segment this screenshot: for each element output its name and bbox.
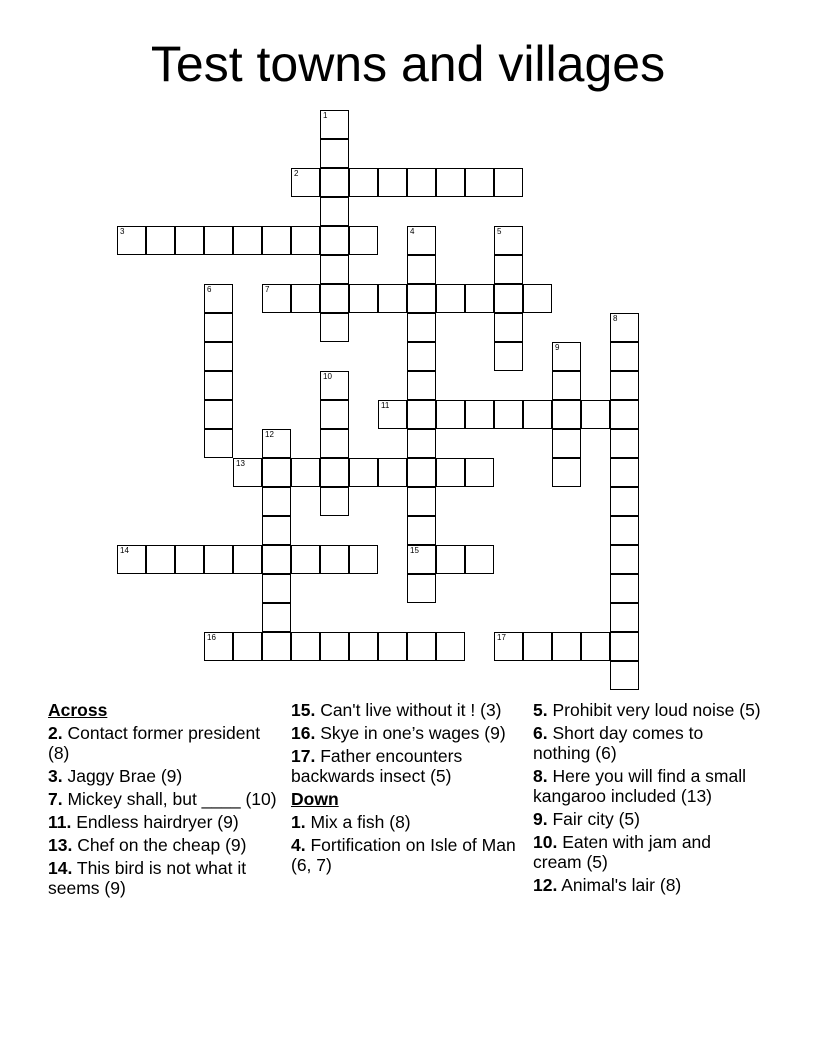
grid-cell[interactable] xyxy=(233,632,262,661)
grid-cell[interactable] xyxy=(320,458,349,487)
clue-number: 1. xyxy=(291,812,306,832)
grid-cell[interactable] xyxy=(320,197,349,226)
grid-cell[interactable] xyxy=(378,284,407,313)
grid-cell[interactable] xyxy=(552,342,581,371)
grid-cell[interactable] xyxy=(494,400,523,429)
clues-column-1 xyxy=(48,700,278,901)
grid-cell[interactable] xyxy=(465,458,494,487)
grid-cell[interactable] xyxy=(436,168,465,197)
grid-cell[interactable] xyxy=(610,458,639,487)
clue-text: Eaten with jam and cream (5) xyxy=(533,832,712,872)
across-clue xyxy=(48,723,278,763)
grid-cell[interactable] xyxy=(610,400,639,429)
clue-number: 14. xyxy=(48,858,73,878)
clue-number: 16. xyxy=(291,723,316,743)
grid-cell[interactable] xyxy=(349,632,378,661)
clue-text: Contact former president (8) xyxy=(48,723,261,763)
grid-cell[interactable] xyxy=(262,516,291,545)
clue-text: Endless hairdryer (9) xyxy=(71,812,239,832)
cell-number: 6 xyxy=(207,285,212,294)
across-clue xyxy=(48,766,278,786)
clue-number: 10. xyxy=(533,832,558,852)
grid-cell[interactable] xyxy=(320,487,349,516)
grid-cell[interactable] xyxy=(407,487,436,516)
clue-number: 11. xyxy=(48,812,72,832)
grid-cell[interactable] xyxy=(291,545,320,574)
grid-cell[interactable] xyxy=(436,400,465,429)
grid-cell[interactable] xyxy=(407,545,436,574)
grid-cell[interactable] xyxy=(320,371,349,400)
across-clue xyxy=(48,858,278,898)
grid-cell[interactable] xyxy=(291,168,320,197)
cell-number: 2 xyxy=(294,169,299,178)
grid-cell[interactable] xyxy=(523,400,552,429)
grid-cell[interactable] xyxy=(175,545,204,574)
grid-cell[interactable] xyxy=(349,545,378,574)
grid-cell[interactable] xyxy=(610,661,639,690)
cell-number: 9 xyxy=(555,343,560,352)
clue-number: 8. xyxy=(533,766,548,786)
down-clue xyxy=(533,832,763,872)
grid-cell[interactable] xyxy=(262,429,291,458)
clue-number: 4. xyxy=(291,835,306,855)
grid-cell[interactable] xyxy=(494,313,523,342)
grid-cell[interactable] xyxy=(407,255,436,284)
grid-cell[interactable] xyxy=(407,429,436,458)
down-clue xyxy=(533,700,763,720)
cell-number: 5 xyxy=(497,227,502,236)
down-clues-b xyxy=(533,700,763,895)
clue-text: Animal's lair (8) xyxy=(557,875,682,895)
grid-cell[interactable] xyxy=(523,284,552,313)
cell-number: 4 xyxy=(410,227,415,236)
grid-cell[interactable] xyxy=(262,545,291,574)
grid-cell[interactable] xyxy=(407,400,436,429)
grid-cell[interactable] xyxy=(262,487,291,516)
grid-cell[interactable] xyxy=(262,574,291,603)
grid-cell[interactable] xyxy=(610,313,639,342)
grid-cell[interactable] xyxy=(204,545,233,574)
clue-text: Fair city (5) xyxy=(547,809,640,829)
grid-cell[interactable] xyxy=(349,458,378,487)
grid-cell[interactable] xyxy=(436,284,465,313)
across-clue xyxy=(291,723,521,743)
cell-number: 7 xyxy=(265,285,270,294)
grid-cell[interactable] xyxy=(233,458,262,487)
grid-cell[interactable] xyxy=(407,574,436,603)
grid-cell[interactable] xyxy=(610,342,639,371)
grid-cell[interactable] xyxy=(204,342,233,371)
grid-cell[interactable] xyxy=(262,603,291,632)
grid-cell[interactable] xyxy=(349,226,378,255)
grid-cell[interactable] xyxy=(610,574,639,603)
down-clue xyxy=(533,723,763,763)
grid-cell[interactable] xyxy=(407,516,436,545)
grid-cell[interactable] xyxy=(610,371,639,400)
grid-cell[interactable] xyxy=(581,400,610,429)
grid-cell[interactable] xyxy=(320,139,349,168)
down-clue xyxy=(533,809,763,829)
across-clue xyxy=(291,746,521,786)
clue-text: Mickey shall, but ____ (10) xyxy=(62,789,277,809)
grid-cell[interactable] xyxy=(523,632,552,661)
grid-cell[interactable] xyxy=(117,226,146,255)
grid-cell[interactable] xyxy=(407,458,436,487)
grid-cell[interactable] xyxy=(610,545,639,574)
grid-cell[interactable] xyxy=(233,545,262,574)
down-heading: Down xyxy=(291,789,339,809)
grid-cell[interactable] xyxy=(610,603,639,632)
grid-cell[interactable] xyxy=(320,168,349,197)
grid-cell[interactable] xyxy=(610,487,639,516)
down-clue xyxy=(291,835,521,875)
grid-cell[interactable] xyxy=(552,429,581,458)
grid-cell[interactable] xyxy=(320,632,349,661)
grid-cell[interactable] xyxy=(407,168,436,197)
grid-cell[interactable] xyxy=(291,284,320,313)
puzzle-title: Test towns and villages xyxy=(150,36,666,92)
clue-number: 9. xyxy=(533,809,548,829)
cell-number: 12 xyxy=(265,430,274,439)
clue-number: 17. xyxy=(291,746,316,766)
cell-number: 11 xyxy=(381,401,390,410)
grid-cell[interactable] xyxy=(494,342,523,371)
clue-text: Father encounters backwards insect (5) xyxy=(291,746,463,786)
clue-number: 2. xyxy=(48,723,63,743)
grid-cell[interactable] xyxy=(407,342,436,371)
clue-text: Skye in one’s wages (9) xyxy=(315,723,506,743)
grid-cell[interactable] xyxy=(378,632,407,661)
grid-cell[interactable] xyxy=(378,400,407,429)
grid-cell[interactable] xyxy=(494,284,523,313)
cell-number: 15 xyxy=(410,546,419,555)
grid-cell[interactable] xyxy=(407,313,436,342)
grid-cell[interactable] xyxy=(320,313,349,342)
across-clues-b xyxy=(291,700,521,786)
down-clues-a xyxy=(291,812,521,875)
cell-number: 3 xyxy=(120,227,125,236)
across-clue xyxy=(291,700,521,720)
clue-text: This bird is not what it seems (9) xyxy=(48,858,247,898)
clue-text: Chef on the cheap (9) xyxy=(72,835,247,855)
grid-cell[interactable] xyxy=(552,400,581,429)
grid-cell[interactable] xyxy=(117,545,146,574)
grid-cell[interactable] xyxy=(262,458,291,487)
grid-cell[interactable] xyxy=(407,371,436,400)
grid-cell[interactable] xyxy=(552,458,581,487)
clues-column-3 xyxy=(533,700,763,898)
grid-cell[interactable] xyxy=(204,371,233,400)
cell-number: 8 xyxy=(613,314,618,323)
clues-column-2 xyxy=(291,700,521,878)
grid-cell[interactable] xyxy=(204,632,233,661)
grid-cell[interactable] xyxy=(262,632,291,661)
grid-cell[interactable] xyxy=(465,545,494,574)
clue-number: 12. xyxy=(533,875,558,895)
grid-cell[interactable] xyxy=(349,168,378,197)
grid-cell[interactable] xyxy=(407,284,436,313)
clue-text: Prohibit very loud noise (5) xyxy=(547,700,761,720)
grid-cell[interactable] xyxy=(320,110,349,139)
cell-number: 16 xyxy=(207,633,216,642)
grid-cell[interactable] xyxy=(262,226,291,255)
clue-text: Fortification on Isle of Man (6, 7) xyxy=(291,835,516,875)
clue-number: 15. xyxy=(291,700,316,720)
grid-cell[interactable] xyxy=(494,168,523,197)
clue-text: Short day comes to nothing (6) xyxy=(533,723,704,763)
grid-cell[interactable] xyxy=(291,226,320,255)
across-heading: Across xyxy=(48,700,108,720)
clue-text: Jaggy Brae (9) xyxy=(62,766,183,786)
grid-cell[interactable] xyxy=(436,545,465,574)
clue-number: 13. xyxy=(48,835,73,855)
grid-cell[interactable] xyxy=(494,632,523,661)
down-clue xyxy=(291,812,521,832)
clue-number: 5. xyxy=(533,700,548,720)
grid-cell[interactable] xyxy=(291,458,320,487)
across-clue xyxy=(48,835,278,855)
across-clue xyxy=(48,789,278,809)
grid-cell[interactable] xyxy=(436,458,465,487)
grid-cell[interactable] xyxy=(465,168,494,197)
grid-cell[interactable] xyxy=(407,226,436,255)
grid-cell[interactable] xyxy=(233,226,262,255)
grid-cell[interactable] xyxy=(494,226,523,255)
grid-cell[interactable] xyxy=(146,226,175,255)
grid-cell[interactable] xyxy=(204,284,233,313)
cell-number: 13 xyxy=(236,459,245,468)
grid-cell[interactable] xyxy=(552,371,581,400)
grid-cell[interactable] xyxy=(378,168,407,197)
grid-cell[interactable] xyxy=(320,400,349,429)
clue-text: Can't live without it ! (3) xyxy=(315,700,502,720)
grid-cell[interactable] xyxy=(262,284,291,313)
grid-cell[interactable] xyxy=(320,545,349,574)
cell-number: 1 xyxy=(323,111,328,120)
grid-cell[interactable] xyxy=(581,632,610,661)
grid-cell[interactable] xyxy=(320,429,349,458)
grid-cell[interactable] xyxy=(610,516,639,545)
grid-cell[interactable] xyxy=(610,632,639,661)
grid-cell[interactable] xyxy=(146,545,175,574)
grid-cell[interactable] xyxy=(436,632,465,661)
clue-number: 3. xyxy=(48,766,63,786)
grid-cell[interactable] xyxy=(465,400,494,429)
grid-cell[interactable] xyxy=(610,429,639,458)
clue-number: 6. xyxy=(533,723,548,743)
clue-number: 7. xyxy=(48,789,63,809)
grid-cell[interactable] xyxy=(494,255,523,284)
cell-number: 14 xyxy=(120,546,129,555)
grid-cell[interactable] xyxy=(320,255,349,284)
across-clues-a xyxy=(48,723,278,898)
clue-text: Mix a fish (8) xyxy=(305,812,411,832)
grid-cell[interactable] xyxy=(291,632,320,661)
grid-cell[interactable] xyxy=(204,429,233,458)
cell-number: 10 xyxy=(323,372,332,381)
down-clue xyxy=(533,766,763,806)
grid-cell[interactable] xyxy=(175,226,204,255)
grid-cell[interactable] xyxy=(552,632,581,661)
grid-cell[interactable] xyxy=(204,400,233,429)
down-clue xyxy=(533,875,763,895)
across-clue xyxy=(48,812,278,832)
grid-cell[interactable] xyxy=(320,226,349,255)
grid-cell[interactable] xyxy=(378,458,407,487)
grid-cell[interactable] xyxy=(204,313,233,342)
grid-cell[interactable] xyxy=(320,284,349,313)
grid-cell[interactable] xyxy=(465,284,494,313)
clue-text: Here you will find a small kangaroo included (13) xyxy=(533,766,747,806)
grid-cell[interactable] xyxy=(407,632,436,661)
grid-cell[interactable] xyxy=(204,226,233,255)
cell-number: 17 xyxy=(497,633,506,642)
grid-cell[interactable] xyxy=(349,284,378,313)
